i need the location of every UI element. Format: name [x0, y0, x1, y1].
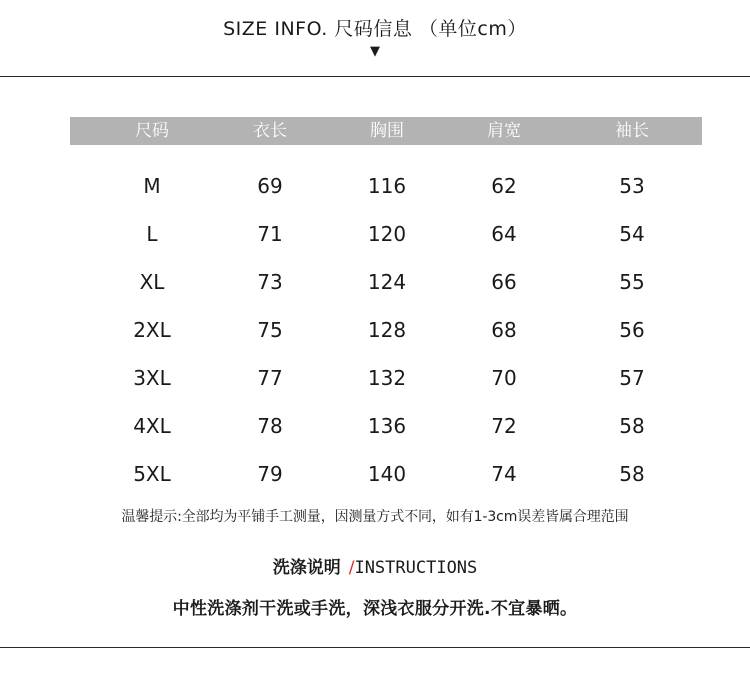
cell-chest: 120 [367, 222, 407, 246]
cell-chest: 124 [367, 270, 407, 294]
header-cell-length: 衣长 [253, 121, 287, 141]
cell-sleeve: 56 [619, 318, 645, 342]
cell-length: 71 [257, 222, 283, 246]
instructions-text: 中性洗涤剂干洗或手洗，深浅衣服分开洗.不宜暴晒。 [172, 599, 578, 619]
cell-shoulder: 68 [491, 318, 517, 342]
cell-shoulder: 62 [491, 174, 517, 198]
down-arrow-icon: ▼ [370, 44, 380, 59]
cell-length: 79 [257, 462, 283, 486]
cell-shoulder: 66 [491, 270, 517, 294]
cell-shoulder: 70 [491, 366, 517, 390]
cell-chest: 132 [367, 366, 407, 390]
instructions-slash: / [348, 558, 355, 578]
cell-sleeve: 58 [619, 414, 645, 438]
cell-sleeve: 53 [619, 174, 645, 198]
size-table-header [70, 117, 702, 145]
top-divider [0, 76, 750, 77]
cell-sleeve: 54 [619, 222, 645, 246]
instructions-heading-cn: 洗涤说明 [272, 558, 341, 578]
cell-shoulder: 74 [491, 462, 517, 486]
cell-length: 75 [257, 318, 283, 342]
cell-length: 73 [257, 270, 283, 294]
cell-sleeve: 58 [619, 462, 645, 486]
cell-size: L [146, 222, 158, 246]
cell-length: 78 [257, 414, 283, 438]
cell-chest: 140 [367, 462, 407, 486]
cell-shoulder: 72 [491, 414, 517, 438]
cell-shoulder: 64 [491, 222, 517, 246]
header-cell-size: 尺码 [135, 121, 169, 141]
cell-size: XL [139, 270, 165, 294]
cell-size: 4XL [133, 414, 171, 438]
cell-length: 77 [257, 366, 283, 390]
cell-size: 5XL [133, 462, 171, 486]
cell-sleeve: 55 [619, 270, 645, 294]
cell-chest: 116 [367, 174, 407, 198]
cell-length: 69 [257, 174, 283, 198]
cell-size: 2XL [133, 318, 171, 342]
cell-chest: 136 [367, 414, 407, 438]
cell-chest: 128 [367, 318, 407, 342]
header-cell-chest: 胸围 [370, 121, 404, 141]
measurement-note: 温馨提示:全部均为平铺手工测量，因测量方式不同，如有1-3cm误差皆属合理范围 [121, 509, 629, 525]
header-cell-shoulder: 肩宽 [487, 121, 521, 141]
bottom-divider [0, 647, 750, 648]
instructions-heading-en: INSTRUCTIONS [354, 558, 478, 578]
page-title: SIZE INFO. 尺码信息 （单位cm） [223, 18, 527, 40]
cell-size: M [143, 174, 161, 198]
cell-size: 3XL [133, 366, 171, 390]
cell-sleeve: 57 [619, 366, 645, 390]
header-cell-sleeve: 袖长 [615, 121, 649, 141]
instructions-heading [0, 553, 750, 578]
